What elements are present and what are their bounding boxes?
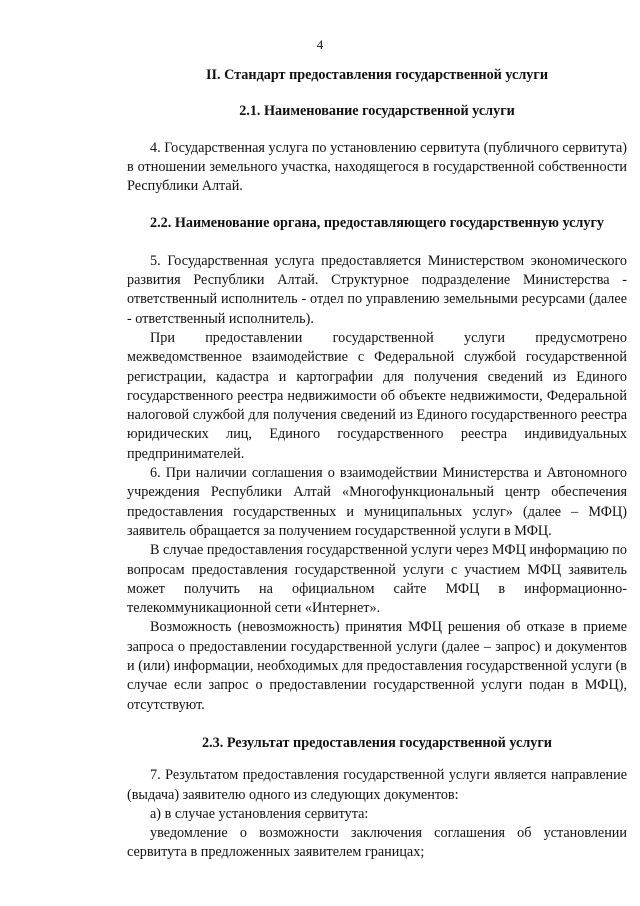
page-number: 4	[316, 37, 324, 52]
paragraph-7: 7. Результатом предоставления государственной услуги является направление (выдача) заявителю одного из следующих документов:	[127, 767, 627, 803]
paragraph-5: 5. Государственная услуга предоставляется Министерством экономического развития Республики Алтай. Структурное подразделение Министерства - ответственный исполнитель - отдел по управлению земельными ресурсами (далее - ответственный исполнитель).	[127, 252, 627, 327]
paragraph-interagency: При предоставлении государственной услуги предусмотрено межведомственное взаимодействие с Федеральной службой государственной регистрации, кадастра и картографии для получения сведений из Единого государственного реестра недвижимости об объекте недвижимости, Федеральной налоговой службой для получения сведений из Единого государственного реестра юридических лиц, Единого государственного реестра индивидуальных предпринимателей.	[127, 329, 627, 462]
section-title: II. Стандарт предоставления государственной услуги	[205, 67, 549, 83]
list-item-a: а) в случае установления сервитута:	[150, 805, 369, 822]
list-item-notification: уведомление о возможности заключения соглашения об установлении сервитута в предложенных заявителем границах;	[127, 825, 627, 861]
subsection-heading-2-1: 2.1. Наименование государственной услуги	[239, 103, 515, 120]
subsection-heading-2-2: 2.2. Наименование органа, предоставляющего государственную услугу	[149, 215, 605, 232]
document-body	[127, 66, 627, 863]
paragraph-mfc-refusal: Возможность (невозможность) принятия МФЦ решения об отказе в приеме запроса о предоставлении государственной услуги (далее – запрос) и документов и (или) информации, необходимых для предоставления государственной услуги (в случае если запрос о предоставлении государственной услуги подан в МФЦ), отсутствуют.	[127, 619, 627, 713]
paragraph-mfc-info: В случае предоставления государственной услуги через МФЦ информацию по вопросам предоставления государственной услуги с участием МФЦ заявитель может получить на официальном сайте МФЦ в информационно-телекоммуникационной сети «Интернет».	[127, 542, 627, 617]
paragraph-4: 4. Государственная услуга по установлению сервитута (публичного сервитута) в отношении земельного участка, находящегося в государственной собственности Республики Алтай.	[127, 139, 627, 195]
paragraph-6: 6. При наличии соглашения о взаимодействии Министерства и Автономного учреждения Республики Алтай «Многофункциональный центр обеспечения предоставления государственных и муниципальных услуг» (далее – МФЦ) заявитель обращается за получением государственной услуги в МФЦ.	[127, 465, 627, 539]
subsection-heading-2-3: 2.3. Результат предоставления государственной услуги	[201, 734, 552, 751]
